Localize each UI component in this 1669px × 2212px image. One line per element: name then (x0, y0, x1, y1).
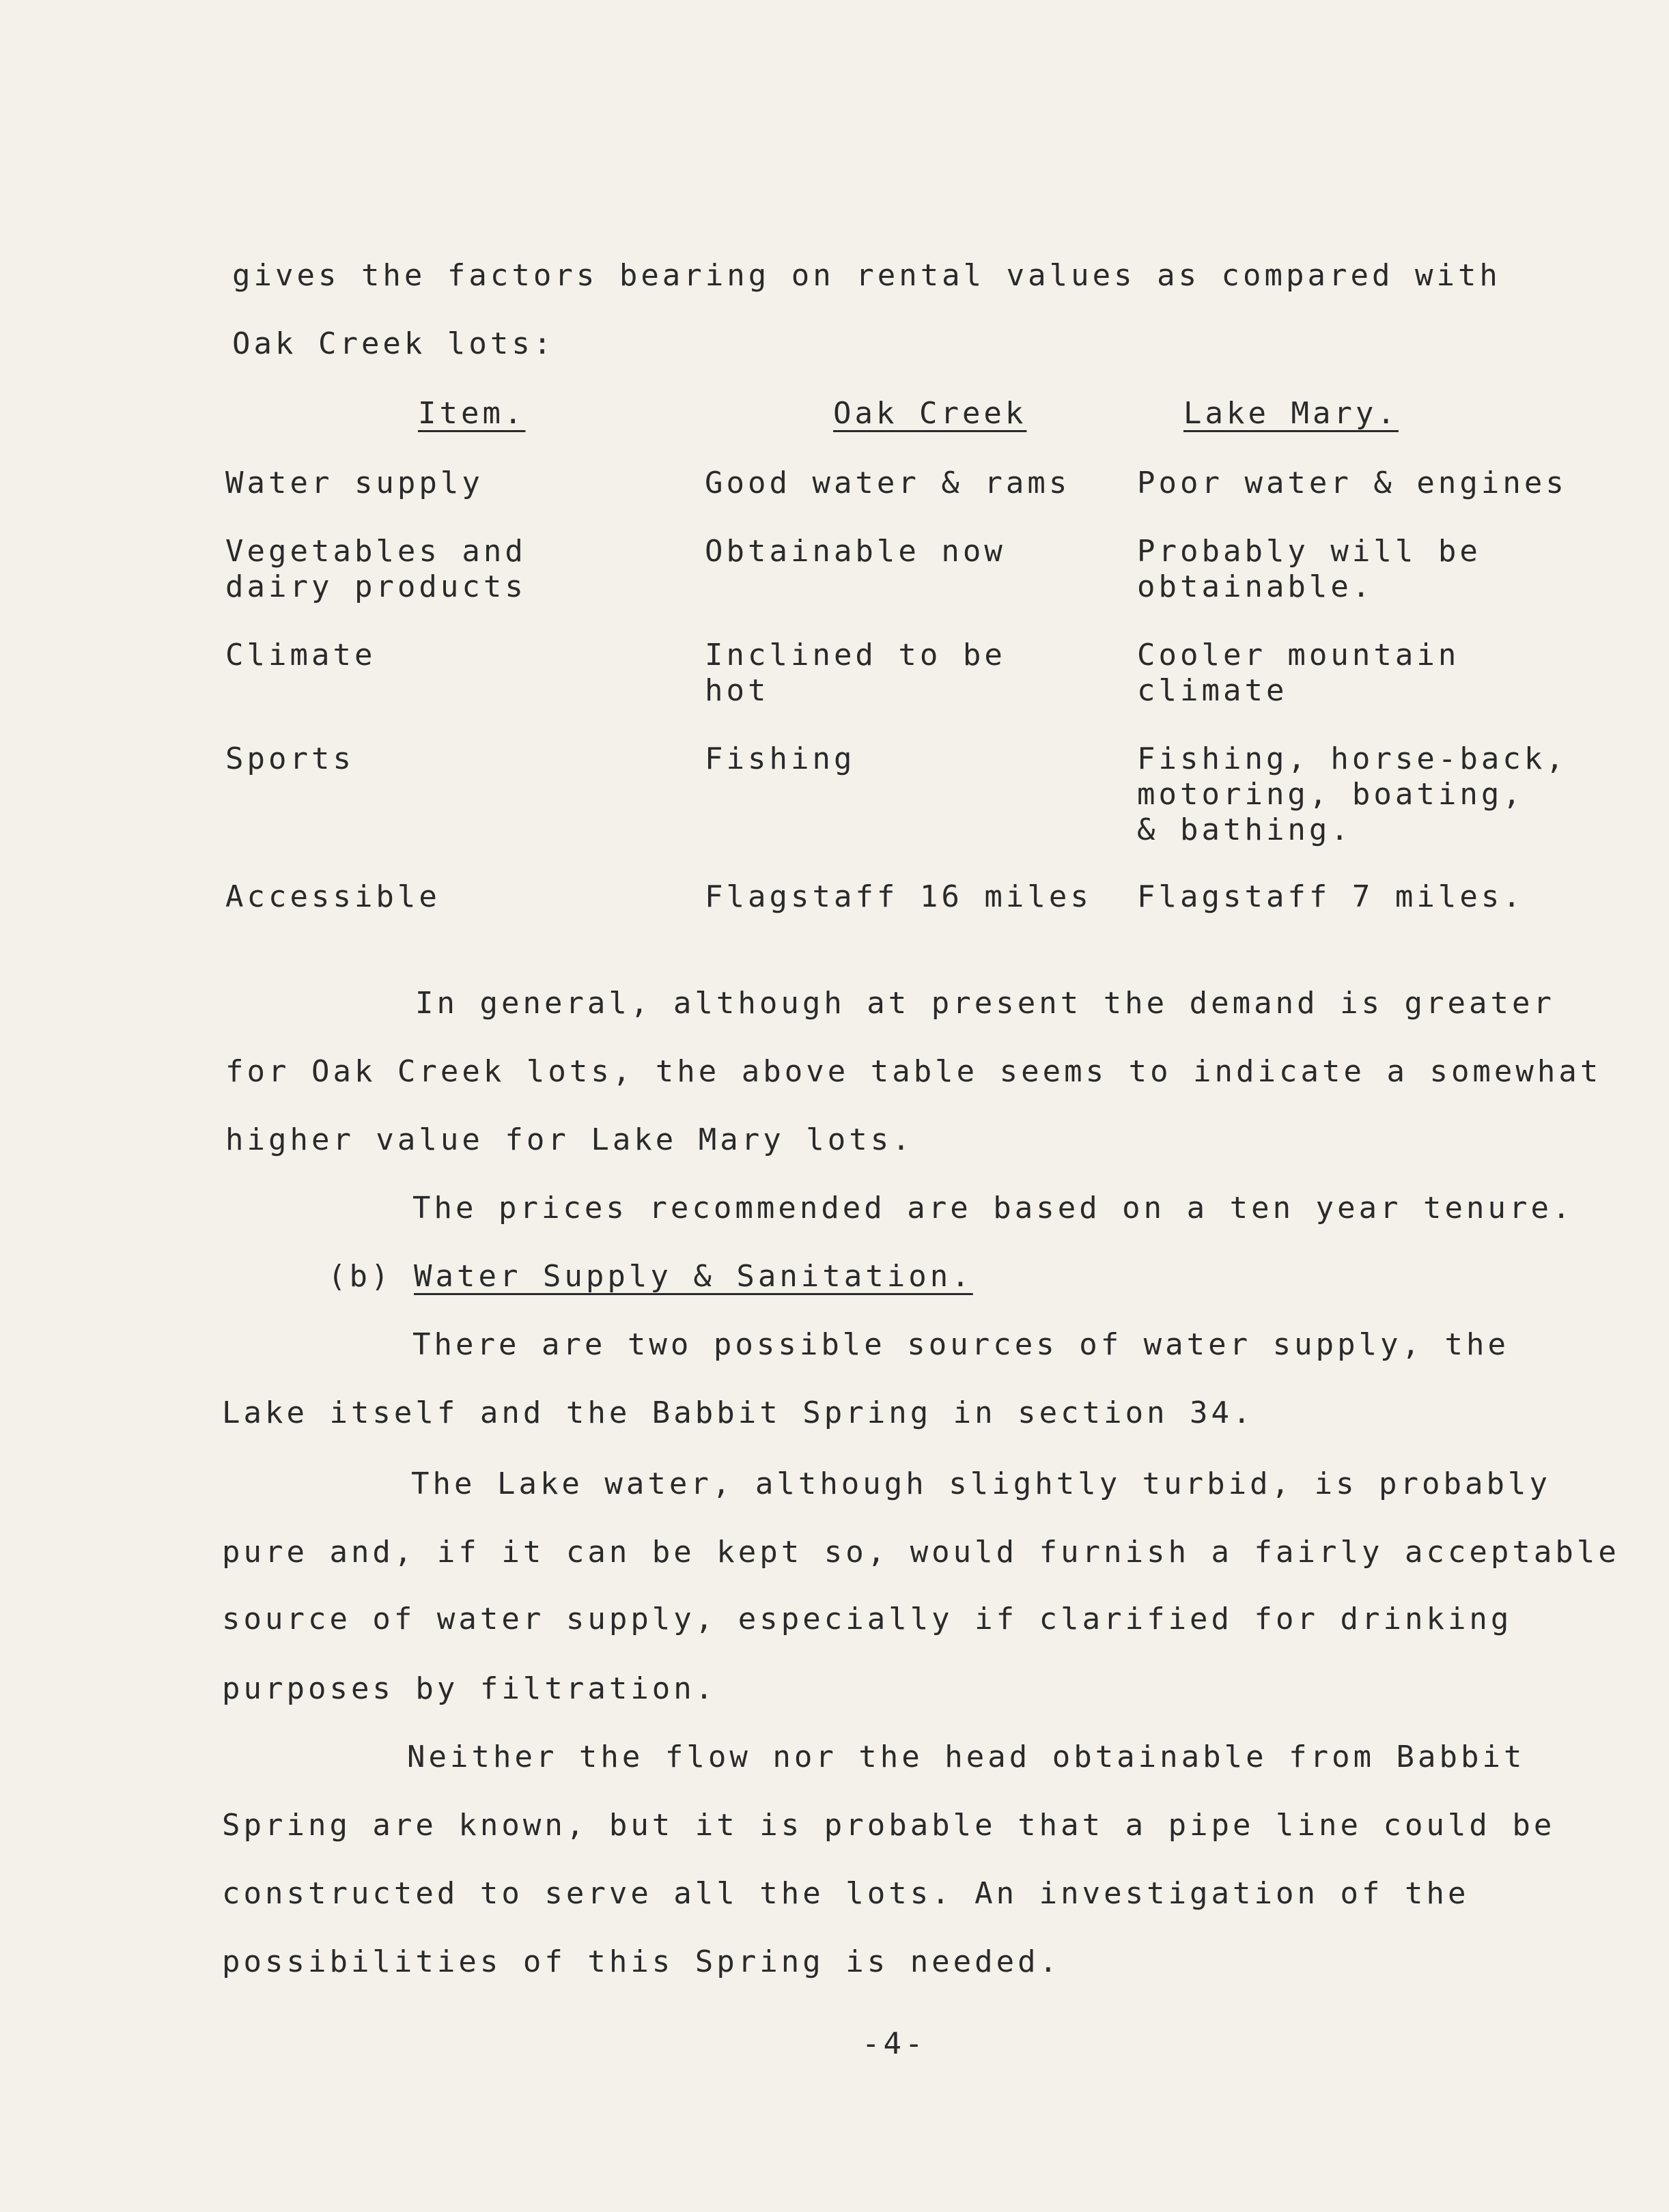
paragraph-line: pure and, if it can be kept so, would furnish a fairly acceptable (222, 1535, 1620, 1570)
table-cell-oak-creek: Inclined to be hot (705, 638, 1006, 708)
table-cell-item: Sports (225, 741, 354, 776)
table-cell-item: Accessible (225, 879, 440, 914)
paragraph-line: There are two possible sources of water supply, the (412, 1327, 1510, 1362)
intro-line-2: Oak Creek lots: (232, 326, 555, 361)
table-cell-lake-mary: Cooler mountain climate (1137, 638, 1460, 708)
paragraph-line: Neither the flow nor the head obtainable from Babbit (407, 1740, 1526, 1774)
paragraph-line: In general, although at present the demand is greater (415, 986, 1555, 1021)
paragraph-line: possibilities of this Spring is needed. (222, 1944, 1061, 1979)
table-cell-oak-creek: Obtainable now (705, 534, 1006, 569)
table-cell-oak-creek: Flagstaff 16 miles (705, 879, 1092, 914)
table-cell-item: Water supply (225, 466, 483, 500)
paragraph-line: Spring are known, but it is probable that a pipe line could be (222, 1808, 1556, 1843)
table-header-oak-creek: Oak Creek (833, 396, 1027, 431)
paragraph-line: Lake itself and the Babbit Spring in section 34. (222, 1395, 1254, 1430)
paragraph-line: The prices recommended are based on a ten year tenure. (412, 1191, 1574, 1225)
table-cell-lake-mary: Flagstaff 7 miles. (1137, 879, 1524, 914)
section-title: Water Supply & Sanitation. (413, 1259, 973, 1294)
section-heading (328, 1259, 973, 1294)
table-cell-oak-creek: Good water & rams (705, 466, 1071, 500)
paragraph-line: constructed to serve all the lots. An investigation of the (222, 1876, 1470, 1911)
table-header-item: Item. (418, 396, 526, 431)
table-cell-item: Climate (225, 638, 376, 672)
table-cell-lake-mary: Probably will be obtainable. (1137, 534, 1481, 604)
table-cell-item: Vegetables and dairy products (225, 534, 527, 604)
section-label: (b) (328, 1259, 393, 1294)
intro-line-1: gives the factors bearing on rental values as compared with (232, 258, 1501, 293)
paragraph-line: The Lake water, although slightly turbid, is probably (411, 1466, 1551, 1501)
paragraph-line: higher value for Lake Mary lots. (225, 1122, 914, 1157)
table-cell-oak-creek: Fishing (705, 741, 856, 776)
page-number: -4- (862, 2026, 927, 2061)
paragraph-line: for Oak Creek lots, the above table seems to indicate a somewhat (225, 1054, 1602, 1089)
table-cell-lake-mary: Fishing, horse-back, motoring, boating, & bathing. (1137, 741, 1567, 847)
table-header-lake-mary: Lake Mary. (1183, 396, 1399, 431)
table-cell-lake-mary: Poor water & engines (1137, 466, 1567, 500)
paragraph-line: source of water supply, especially if clarified for drinking (222, 1602, 1513, 1636)
paragraph-line: purposes by filtration. (222, 1671, 717, 1706)
